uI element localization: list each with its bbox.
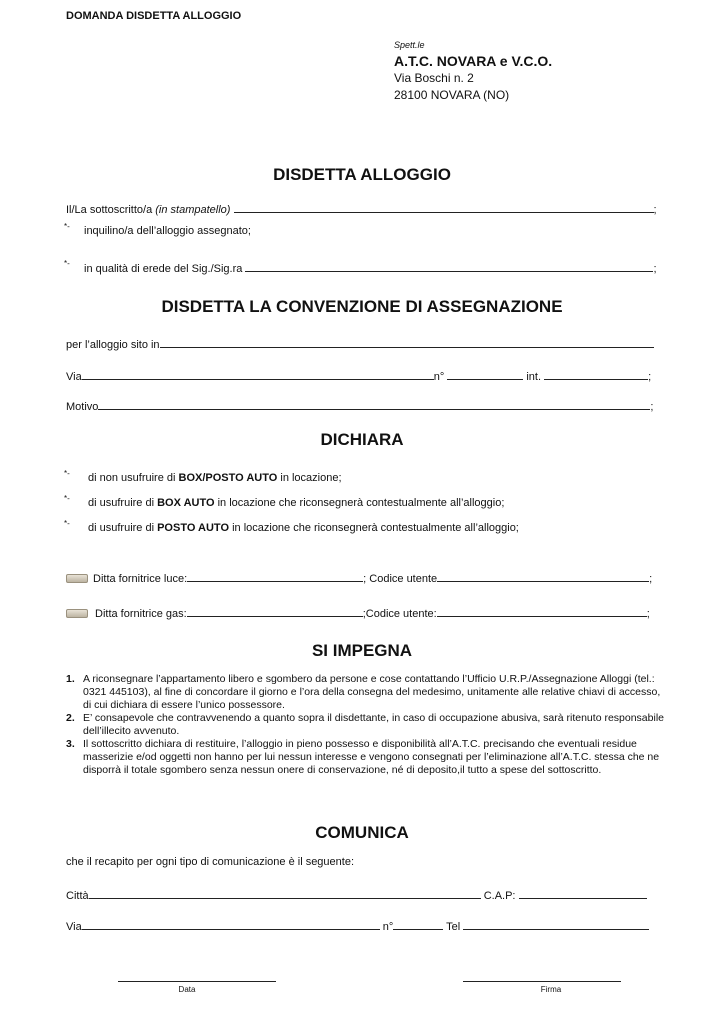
undersigned-hint: (in stampatello) [155, 204, 231, 216]
reason-row [66, 400, 653, 413]
undersigned-label: Il/La sottoscritto/a [66, 204, 156, 216]
dichiara-item[interactable] [88, 522, 519, 534]
dichiara-item-text: di usufruire di [88, 522, 158, 534]
reason-label: Motivo [66, 401, 99, 413]
street-field[interactable] [82, 370, 434, 380]
contact-street-field[interactable] [82, 920, 380, 930]
recipient-street: Via Boschi n. 2 [394, 71, 474, 85]
street-label: Via [66, 371, 82, 383]
checkbox-gas[interactable] [66, 609, 88, 618]
street-row [66, 370, 651, 383]
impegna-title: SI IMPEGNA [311, 641, 413, 660]
dichiara-item[interactable] [88, 472, 342, 484]
number-field[interactable] [447, 370, 523, 380]
lodging-row [66, 338, 654, 351]
bullet-mark: *- [64, 259, 70, 268]
gas-supplier-label: Ditta fornitrice gas: [95, 608, 187, 620]
contact-number-field[interactable] [393, 920, 443, 930]
date-label: Data [178, 985, 196, 994]
item-number: 3. [66, 738, 75, 750]
convention-title: DISDETTA LA CONVENZIONE DI ASSEGNAZIONE [161, 297, 563, 316]
comunica-title: COMUNICA [315, 823, 409, 842]
cap-label: C.A.P: [483, 890, 516, 902]
city-row [66, 889, 647, 902]
power-user-code-field[interactable] [437, 572, 649, 582]
item-text: Il sottoscritto dichiara di restituire, l’alloggio in pieno possesso e disponibilità all’A.T.C. precisando che eventuali residue masserizie e/od oggetti non hanno per lui nessun interesse e vengono consegnati per l’eliminazione all’A.T.C. stessa che ne disporrà il totale sgombero senza nessun onere di conservazione, né di deposito,il tutto a spese del sottoscritto. [83, 738, 660, 776]
contact-street-label: Via [66, 921, 82, 933]
option-heir-row[interactable] [84, 262, 657, 275]
option-heir-label: in qualità di erede del Sig./Sig.ra [84, 263, 243, 275]
undersigned-name-field[interactable] [234, 203, 654, 213]
dichiara-item-text: in locazione che riconsegnerà contestualmente all’alloggio; [214, 497, 505, 509]
impegna-item [66, 738, 666, 777]
dichiara-item-text: di usufruire di [88, 497, 158, 509]
recipient-city: 28100 NOVARA (NO) [394, 88, 510, 102]
recipient-salutation: Spett.le [394, 40, 425, 50]
main-title: DISDETTA ALLOGGIO [273, 165, 451, 184]
item-text: E’ consapevole che contravvenendo a quanto sopra il disdettante, in caso di occupazione abusiva, sarà ritenuto responsabile dell’illecito avvenuto. [83, 712, 664, 737]
dichiara-item-text: di non usufruire di [88, 472, 179, 484]
power-supplier-label: Ditta fornitrice luce: [93, 573, 188, 585]
gas-user-code-label: ;Codice utente: [362, 608, 437, 620]
item-number: 2. [66, 712, 75, 724]
undersigned-row [66, 203, 657, 216]
dichiara-item-text: in locazione; [277, 472, 342, 484]
contact-street-row [66, 920, 649, 933]
power-user-code-label: ; Codice utente [363, 573, 438, 585]
bullet-mark: *- [64, 519, 70, 528]
tel-label: Tel [446, 921, 461, 933]
date-field[interactable] [118, 981, 276, 982]
lodging-label: per l’alloggio sito in [66, 339, 160, 351]
comunica-intro: che il recapito per ogni tipo di comunicazione è il seguente: [66, 856, 355, 868]
bullet-mark: *- [64, 469, 70, 478]
int-field[interactable] [544, 370, 648, 380]
option-tenant[interactable]: inquilino/a dell’alloggio assegnato; [84, 225, 251, 237]
impegna-item [66, 673, 666, 712]
impegna-list [66, 673, 666, 777]
signature-label: Firma [540, 985, 562, 994]
dichiara-title: DICHIARA [320, 430, 404, 449]
number-label: n° [433, 371, 445, 383]
tel-field[interactable] [463, 920, 649, 930]
impegna-item [66, 712, 666, 738]
gas-supplier-row [95, 607, 650, 620]
power-supplier-row [93, 572, 652, 585]
dichiara-item[interactable] [88, 497, 504, 509]
signature-field[interactable] [463, 981, 621, 982]
city-field[interactable] [89, 889, 481, 899]
semicolon: ; [649, 573, 653, 585]
dichiara-item-bold: BOX AUTO [157, 497, 215, 509]
gas-supplier-field[interactable] [187, 607, 363, 617]
semicolon: ; [653, 263, 657, 275]
power-supplier-field[interactable] [187, 572, 363, 582]
lodging-location-field[interactable] [160, 338, 654, 348]
semicolon: ; [650, 401, 654, 413]
contact-number-label: n° [382, 921, 394, 933]
gas-user-code-field[interactable] [437, 607, 647, 617]
cap-field[interactable] [519, 889, 647, 899]
checkbox-power[interactable] [66, 574, 88, 583]
document-label: DOMANDA DISDETTA ALLOGGIO [66, 10, 242, 22]
semicolon: ; [648, 371, 652, 383]
city-label: Città [66, 890, 89, 902]
semicolon: ; [646, 608, 650, 620]
dichiara-item-bold: POSTO AUTO [157, 522, 230, 534]
int-label: int. [526, 371, 542, 383]
dichiara-item-bold: BOX/POSTO AUTO [178, 472, 278, 484]
item-number: 1. [66, 673, 75, 685]
heir-name-field[interactable] [245, 262, 653, 272]
bullet-mark: *- [64, 494, 70, 503]
reason-field[interactable] [98, 400, 650, 410]
item-text: A riconsegnare l’appartamento libero e sgombero da persone e cose contattando l’Ufficio U.R.P./Assegnazione Alloggi (tel.: 0321 445103), al fine di concordare il giorno e l’ora della consegna del medesimo, unitamente alle relative chiavi di accesso, di cui dichiara di essere l’unico possessore. [83, 673, 661, 711]
bullet-mark: *- [64, 222, 70, 231]
recipient-name: A.T.C. NOVARA e V.C.O. [394, 53, 553, 69]
dichiara-item-text: in locazione che riconsegnerà contestualmente all’alloggio; [229, 522, 519, 534]
semicolon: ; [653, 204, 657, 216]
